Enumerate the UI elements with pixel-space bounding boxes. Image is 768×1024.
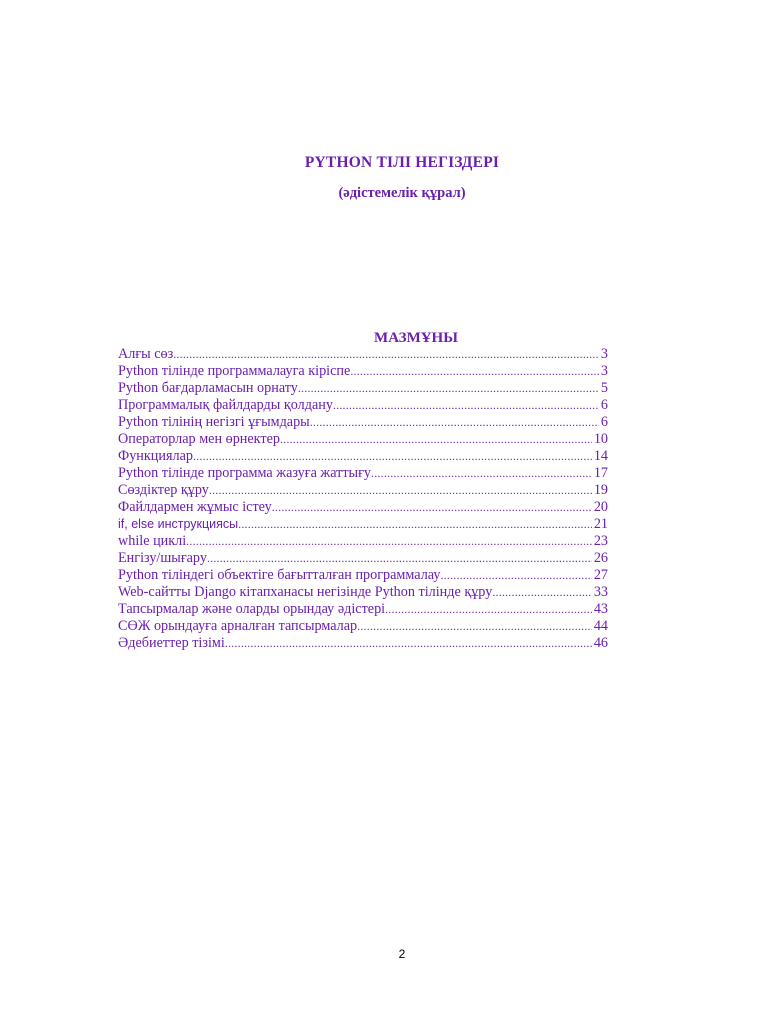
toc-entry: [118, 414, 608, 431]
toc-entry-page: 26: [593, 550, 608, 566]
toc-entry-page: 19: [593, 482, 608, 498]
toc-entry-label: Python тілінде программалауга кіріспе: [118, 363, 351, 379]
toc-entry-page: 6: [600, 397, 608, 413]
document-title: PYTHON ТІЛІ НЕГІЗДЕРІ: [304, 154, 500, 171]
toc-leader-dots: [333, 397, 599, 414]
toc-entry-page: 44: [593, 618, 608, 634]
toc-entry: [118, 618, 608, 635]
toc-entry-page: 5: [600, 380, 608, 396]
toc-entry-label: Web-сайтты Django кітапханасы негізінде Python тілінде құру: [118, 584, 493, 600]
toc-entry-page: 10: [593, 431, 608, 447]
toc-entry-label: Функциялар: [118, 448, 193, 464]
toc-entry-label: Программалық файлдарды қолдану: [118, 397, 333, 413]
toc-entry-page: 3: [600, 363, 608, 379]
toc-entry-label: Файлдармен жұмыс істеу: [118, 499, 272, 515]
toc-leader-dots: [280, 431, 592, 448]
toc-entry-label: Енгізу/шығару: [118, 550, 207, 566]
toc-entry: [118, 601, 608, 618]
toc-entry: [118, 516, 608, 533]
toc-entry: [118, 567, 608, 584]
toc-leader-dots: [272, 499, 592, 516]
toc-leader-dots: [207, 550, 592, 567]
toc-entry: [118, 584, 608, 601]
toc-leader-dots: [173, 346, 599, 363]
toc-leader-dots: [238, 516, 592, 533]
toc-entry-label: Python бағдарламасын орнату: [118, 380, 298, 396]
toc-entry-label: Сөздіктер құру: [118, 482, 209, 498]
toc-entry-page: 27: [593, 567, 608, 583]
toc-entry-page: 43: [593, 601, 608, 617]
toc-leader-dots: [193, 448, 592, 465]
toc-entry: [118, 363, 608, 380]
toc-entry: [118, 482, 608, 499]
toc-entry: [118, 346, 608, 363]
toc-entry-label: Тапсырмалар және оларды орындау әдістері: [118, 601, 386, 617]
toc-entry-page: 3: [600, 346, 608, 362]
toc-leader-dots: [298, 380, 599, 397]
toc-entry-label: Алғы сөз: [118, 346, 174, 362]
toc-entry: [118, 499, 608, 516]
document-subtitle: (әдістемелік құрал): [338, 185, 466, 201]
toc-leader-dots: [209, 482, 592, 499]
toc-leader-dots: [385, 601, 592, 618]
toc-entry-page: 14: [593, 448, 608, 464]
toc-entry-label: СӨЖ орындауға арналған тапсырмалар: [118, 618, 358, 634]
toc-entry-label: Python тіліндегі объектіге бағытталған программалау: [118, 567, 441, 583]
toc-entry: [118, 635, 608, 652]
toc-leader-dots: [440, 567, 591, 584]
toc-leader-dots: [357, 618, 592, 635]
toc-entry-label: Әдебиеттер тізімі: [118, 635, 225, 651]
toc-leader-dots: [186, 533, 592, 550]
toc-entry-page: 6: [600, 414, 608, 430]
toc-heading: МАЗМҰНЫ: [374, 330, 458, 346]
toc-leader-dots: [371, 465, 592, 482]
toc-entry-label: Python тілінің негізгі ұғымдары: [118, 414, 310, 430]
toc-entry-page: 21: [593, 516, 608, 532]
toc-entry-page: 46: [593, 635, 608, 651]
toc-leader-dots: [492, 584, 592, 601]
page-number: 2: [398, 947, 406, 961]
toc-entry-label: while циклі: [118, 533, 187, 549]
toc-leader-dots: [225, 635, 592, 652]
toc-entry-page: 23: [593, 533, 608, 549]
toc-entry-label: if, else инструкциясы: [118, 517, 239, 531]
toc-leader-dots: [310, 414, 599, 431]
toc-entry: [118, 533, 608, 550]
toc-entry-page: 17: [593, 465, 608, 481]
toc-entry-label: Операторлар мен өрнектер: [118, 431, 280, 447]
toc-entry: [118, 397, 608, 414]
toc-entry: [118, 550, 608, 567]
table-of-contents: [118, 346, 608, 652]
toc-entry-page: 20: [593, 499, 608, 515]
toc-entry: [118, 448, 608, 465]
toc-entry: [118, 465, 608, 482]
toc-leader-dots: [350, 363, 599, 380]
toc-entry-page: 33: [593, 584, 608, 600]
toc-entry: [118, 380, 608, 397]
toc-entry: [118, 431, 608, 448]
toc-entry-label: Python тілінде программа жазуға жаттығу: [118, 465, 372, 481]
